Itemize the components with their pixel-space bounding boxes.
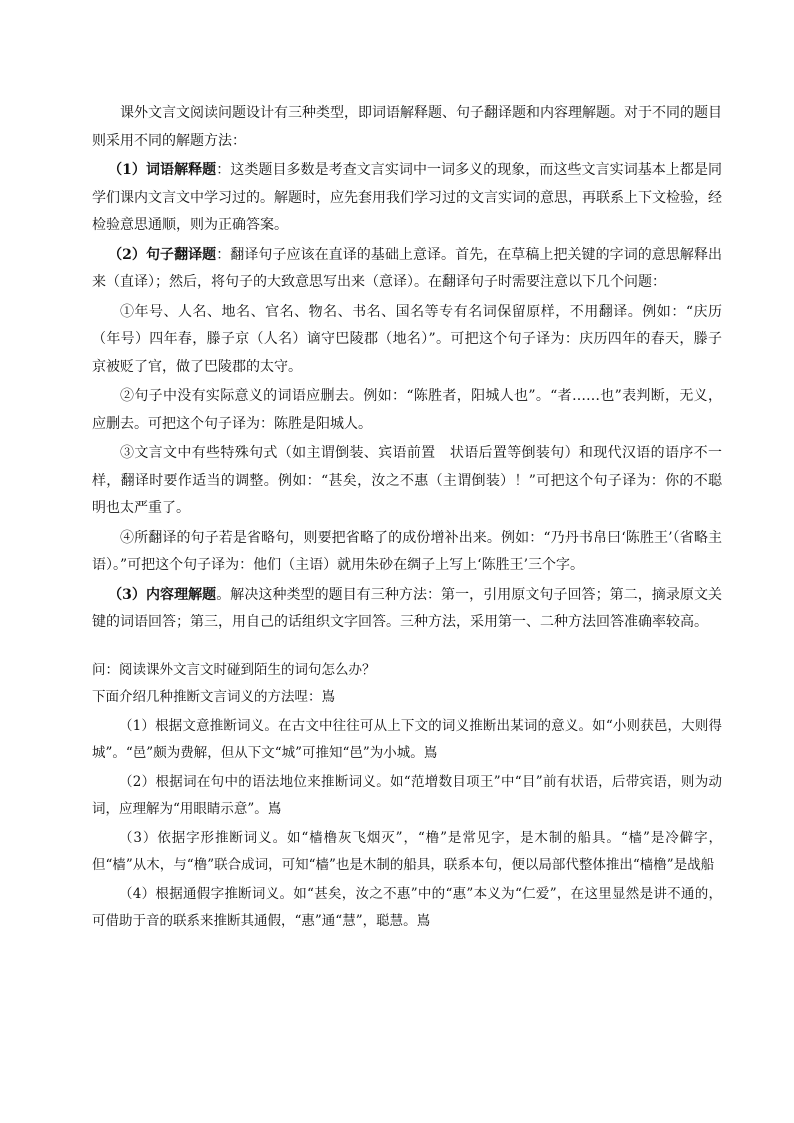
inference-method-4: （4）根据通假字推断词义。如“甚矣，汝之不惠”中的“惠”本义为“仁爱”，在这里显然是讲不通的，可借助于音的联系来推断其通假，“惠”通“慧”，聪慧。嶌 [92,885,722,929]
translation-rule-2: ②句子中没有实际意义的词语应删去。例如：“陈胜者，阳城人也”。“者……也”表判断，无义，应删去。可把这个句子译为：陈胜是阳城人。 [92,388,722,432]
method-heading: （1）词语解释题 [108,162,217,178]
section-word-inference [92,657,722,935]
method-body: ：翻译句子应该在直译的基础上意译。首先，在草稿上把关键的字词的意思解释出来（直译）；然后，将句子的大致意思写出来（意译）。在翻译句子时需要注意以下几个问题： [92,246,723,290]
translation-rule-3: ③文言文中有些特殊句式（如主谓倒装、宾语前置 状语后置等倒装句）和现代汉语的语序不一样，翻译时要作适当的调整。例如：“甚矣，汝之不惠（主谓倒装）！”可把这个句子译为：你的不聪明也太严重了。 [92,445,722,516]
method-body: 。解决这种类型的题目有三种方法：第一，引用原文句子回答；第二，摘录原文关键的词语回答；第三，用自己的话组织文字回答。三种方法，采用第一、二种方法回答准确率较高。 [92,586,723,630]
method-sentence-translation [92,242,722,297]
method-heading: （2）句子翻译题 [108,246,217,263]
lead-line: 下面介绍几种推断文言词义的方法㖏：嶌 [92,688,335,705]
intro-paragraph: 课外文言文阅读问题设计有三种类型，即词语解释题、句子翻译题和内容理解题。对于不同的题目则采用不同的解题方法： [92,105,722,149]
method-body: ：这类题目多数是考查文言实词中一词多义的现象，而这些文言实词基本上都是同学们课内文言文中学习过的。解题时，应先套用我们学习过的文言实词的意思，再联系上下文检验，经检验意思通顺，则为正确答案。 [92,162,723,233]
translation-rule-4: ④所翻译的句子若是省略句，则要把省略了的成份增补出来。例如：“乃丹书帛曰‘陈胜王’（省略主语）。”可把这个句子译为：他们（主语）就用朱砂在绸子上写上‘陈胜王’三个字。 [92,529,722,573]
inference-method-2: （2）根据词在句中的语法地位来推断词义。如“范增数目项王”中“目”前有状语，后带宾语，则为动词，应理解为“用眼睛示意”。嶌 [92,773,722,817]
document-page [92,100,722,935]
question-line: 问：阅读课外文言文时碰到陌生的词句怎么办？ [92,661,376,678]
inference-method-3: （3）依据字形推断词义。如“樯橹灰飞烟灭”，“橹”是常见字，是木制的船具。“樯”是冷僻字，但“樯”从木，与“橹”联合成词，可知“樯”也是木制的船具，联系本句，便以局部代整体推出“樯橹”是战船 [92,829,722,873]
method-content-comprehension [92,582,722,637]
method-word-explanation [92,157,722,240]
method-heading: （3）内容理解题 [108,586,217,603]
section-solving-methods [92,100,722,637]
inference-method-1: （1）根据文意推断词义。在古文中往往可从上下文的词义推断出某词的意义。如“小则获邑，大则得城”。“邑”颇为费解，但从下文“城”可推知“邑”为小城。嶌 [92,717,722,761]
translation-rule-1: ①年号、人名、地名、官名、物名、书名、国名等专有名词保留原样，不用翻译。例如：“庆历（年号）四年春，滕子京（人名）谪守巴陵郡（地名）”。可把这个句子译为：庆历四年的春天，滕子京被贬了官，做了巴陵郡的太守。 [92,303,722,375]
